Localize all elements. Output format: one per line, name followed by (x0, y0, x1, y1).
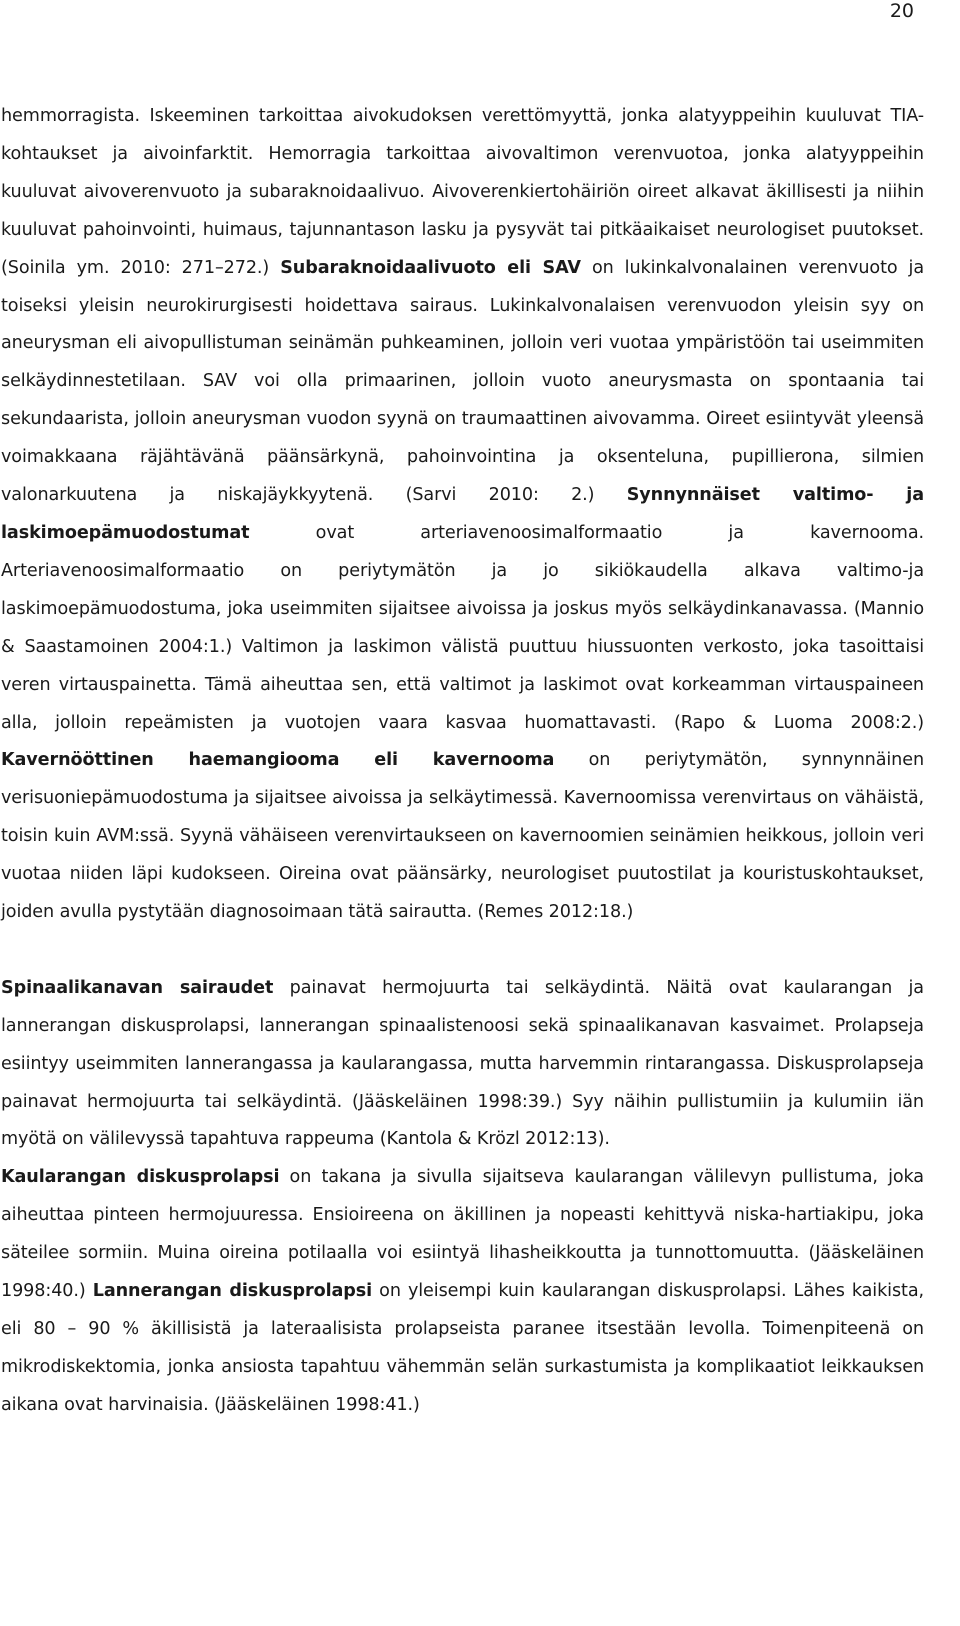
term-valtimo-laskimoepamuodostumat: Synnynnäiset valtimo- ja laskimoepämuodostumat (1, 485, 925, 543)
text-segment: on takana ja sivulla sijaitseva kaularangan välilevyn pullistuma, joka aiheuttaa pinteen hermojuuressa. Ensioireena on äkillinen ja nopeasti kehittyvä niska-hartiakipu, joka säteilee sormiin. Muina oireina potilaalla voi esiintyä lihasheikkoutta ja tunnottomuutta. (Jääskeläinen 1998:40.) (1, 1167, 924, 1302)
page-number: 20 (889, 0, 914, 22)
paragraph-2 (1, 970, 924, 1160)
term-lannerangan-diskusprolapsi: Lannerangan diskusprolapsi (92, 1281, 373, 1302)
paragraph-1 (1, 98, 924, 932)
paragraph-3 (1, 1159, 924, 1424)
text-segment: on yleisempi kuin kaularangan diskusprolapsi. Lähes kaikista, eli 80 – 90 % äkillisistä ja lateraalisista prolapseista paranee itsestään levolla. Toimenpiteenä on mikrodiskektomia, jonka ansiosta tapahtuu vähemmän selän surkastumista ja komplikaatiot leikkauksen aikana ovat harvinaisia. (Jääskeläinen 1998:41.) (1, 1281, 925, 1415)
term-spinaalikanavan-sairaudet: Spinaalikanavan sairaudet (1, 977, 274, 998)
document-body (1, 98, 924, 1425)
text-segment: ovat arteriavenoosimalformaatio ja kavernooma. Arteriavenoosimalformaatio on periytymätön ja jo sikiökaudella alkava valtimo-ja laskimoepämuodostuma, joka useimmiten sijaitsee aivoissa ja joskus myös selkäydinkanavassa. (Mannio & Saastamoinen 2004:1.) Valtimon ja laskimon välistä puuttuu hiussuonten verkosto, joka tasoittaisi veren virtauspainetta. Tämä aiheuttaa sen, että valtimot ja laskimot ovat korkeamman virtauspaineen alla, jolloin repeämisten ja vuotojen vaara kasvaa huomattavasti. (Rapo & Luoma 2008:2.) (1, 522, 924, 733)
text-segment: on lukinkalvonalainen verenvuoto ja toiseksi yleisin neurokirurgisesti hoidettava sairaus. Lukinkalvonalaisen verenvuodon yleisin syy on aneurysman eli aivopullistuman seinämän puhkeaminen, jolloin veri vuotaa ympäristöön tai useimmiten selkäydinnestetilaan. SAV voi olla primaarinen, jolloin vuoto aneurysmasta on spontaania tai sekundaarista, jolloin aneurysman vuodon syynä on traumaattinen aivovamma. Oireet esiintyvät yleensä voimakkaana räjähtävänä päänsärkynä, pahoinvointina ja oksenteluna, pupillierona, silmien valonarkuutena ja niskajäykkyytenä. (Sarvi 2010: 2.) (1, 257, 925, 506)
text-segment: painavat hermojuurta tai selkäydintä. Näitä ovat kaularangan ja lannerangan diskusprolapsi, lannerangan spinaalistenoosi sekä spinaalikanavan kasvaimet. Prolapseja esiintyy useimmiten lannerangassa ja kaularangassa, mutta harvemmin rintarangassa. Diskusprolapseja painavat hermojuurta tai selkäydintä. (Jääskeläinen 1998:39.) Syy näihin pullistumiin ja kulumiin iän myötä on välilevyssä tapahtuva rappeuma (Kantola & Krözl 2012:13). (1, 977, 924, 1150)
term-kaularangan-diskusprolapsi: Kaularangan diskusprolapsi (1, 1167, 280, 1188)
text-segment: on periytymätön, synnynnäinen verisuoniepämuodostuma ja sijaitsee aivoissa ja selkäytimessä. Kavernoomissa verenvirtaus on vähäistä, toisin kuin AVM:ssä. Syynä vähäiseen verenvirtaukseen on kavernoomien seinämien heikkous, jolloin veri vuotaa niiden läpi kudokseen. Oireina ovat päänsärky, neurologiset puutostilat ja kouristuskohtaukset, joiden avulla pystytään diagnosoimaan tätä sairautta. (Remes 2012:18.) (1, 750, 924, 923)
term-subaraknoidaalivuoto: Subaraknoidaalivuoto eli SAV (280, 257, 581, 278)
text-segment: hemmorragista. Iskeeminen tarkoittaa aivokudoksen verettömyyttä, jonka alatyyppeihin kuuluvat TIA-kohtaukset ja aivoinfarktit. Hemorragia tarkoittaa aivovaltimon verenvuotoa, jonka alatyyppeihin kuuluvat aivoverenvuoto ja subaraknoidaalivuo. Aivoverenkiertohäiriön oireet alkavat äkillisesti ja niihin kuuluvat pahoinvointi, huimaus, tajunnantason lasku ja pysyvät tai pitkäaikaiset neurologiset puutokset. (Soinila ym. 2010: 271–272.) (1, 106, 924, 278)
term-kavernooma: Kavernööttinen haemangiooma eli kavernooma (1, 750, 555, 771)
